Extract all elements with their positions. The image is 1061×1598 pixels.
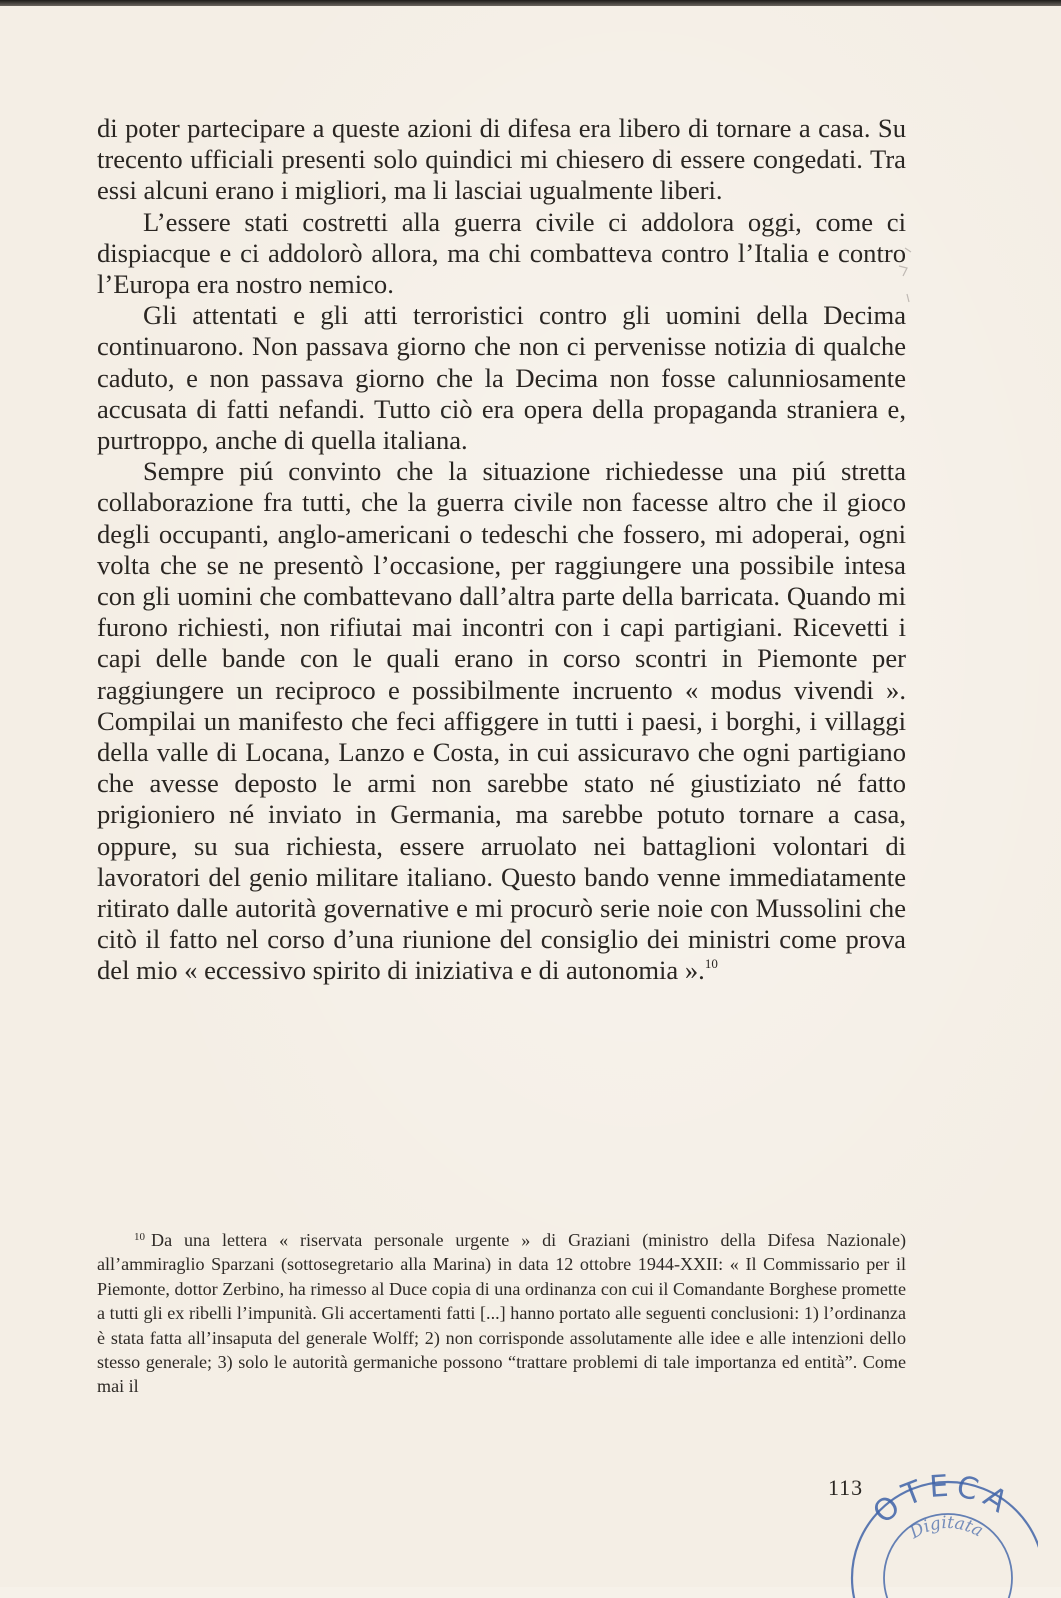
footnote bbox=[97, 1228, 906, 1399]
paragraph: Sempre piú convinto che la situazione richiedesse una piú stretta collaborazione fra tutti, che la guerra civile non facesse altro che il gioco degli occupanti, anglo-americani o tedeschi che fossero, mi adoperai, ogni volta che se ne presentò l’occasione, per raggiungere una possibile intesa con gli uomini che combattevano dall’altra parte della barricata. Quando mi furono richiesti, non rifiutai mai incontri con i capi partigiani. Ricevetti i capi delle bande con le quali erano in corso scontri in Piemonte per raggiungere un reciproco e possibilmente incruento « modus vivendi ». Compilai un manifesto che feci affiggere in tutti i paesi, i borghi, i villaggi della valle di Locana, Lanzo e Costa, in cui assicuravo che ogni partigiano che avesse deposto le armi non sarebbe stato né giustiziato né fatto prigioniero né inviato in Germania, ma sarebbe potuto tornare a casa, oppure, su sua richiesta, essere arruolato nei battaglioni volontari di lavoratori del genio militare italiano. Questo bando venne immediatamente ritirato dalle autorità governative e mi procurò serie noie con Mussolini che citò il fatto nel corso d’una riunione del consiglio dei ministri come prova del mio « eccessivo spirito di iniziativa e di autonomia ».$^{10}$ bbox=[97, 456, 906, 986]
svg-text:Digitata bbox=[906, 1513, 987, 1544]
main-text bbox=[97, 113, 906, 987]
paragraph: di poter partecipare a queste azioni di difesa era libero di tornare a casa. Su trecento ufficiali presenti solo quindici mi chiesero di essere congedati. Tra essi alcuni erano i migliori, ma li lasciai ugualmente liberi. bbox=[97, 113, 906, 206]
footnote-number: 10 bbox=[134, 1230, 145, 1243]
footnote-reference: 10 bbox=[704, 956, 718, 972]
library-stamp bbox=[838, 1458, 1038, 1598]
page-number: 113 bbox=[828, 1475, 864, 1500]
stamp-text-inner: Digitata bbox=[906, 1512, 987, 1544]
paragraph: L’essere stati costretti alla guerra civile ci addolora oggi, come ci dispiacque e ci addolorò allora, ma chi combatteva contro l’Italia e contro l’Europa era nostro nemico. bbox=[97, 206, 906, 300]
scan-top-edge bbox=[0, 0, 1061, 6]
stamp-text-top: OTECA bbox=[866, 1468, 1019, 1531]
footnote-text: Da una lettera « riservata personale urgente » di Graziani (ministro della Difesa Nazionale) all’ammiraglio Sparzani (sottosegretario alla Marina) in data 12 ottobre 1944-XXII: « Il Commissario per il Piemonte, dottor Zerbino, ha rimesso al Duce copia di una ordinanza con cui il Comandante Borghese promette a tutti gli ex ribelli l’impunità. Gli accertamenti fatti [...] hanno portato alle seguenti conclusioni: 1) l’ordinanza è stata fatta all’insaputa del generale Wolff; 2) non corrisponde assolutamente alle idee e alle intenzioni dello stesso generale; 3) solo le autorità germaniche possono “trattare problemi di tale importanza ed entità”. Come mai il bbox=[97, 1230, 906, 1397]
paragraph: Gli attentati e gli atti terroristici contro gli uomini della Decima continuarono. Non passava giorno che non ci pervenisse notizia di qualche caduto, e non passava giorno che la Decima non fosse calunniosamente accusata di fatti nefandi. Tutto ciò era opera della propaganda straniera e, purtroppo, anche di quella italiana. bbox=[97, 300, 906, 456]
